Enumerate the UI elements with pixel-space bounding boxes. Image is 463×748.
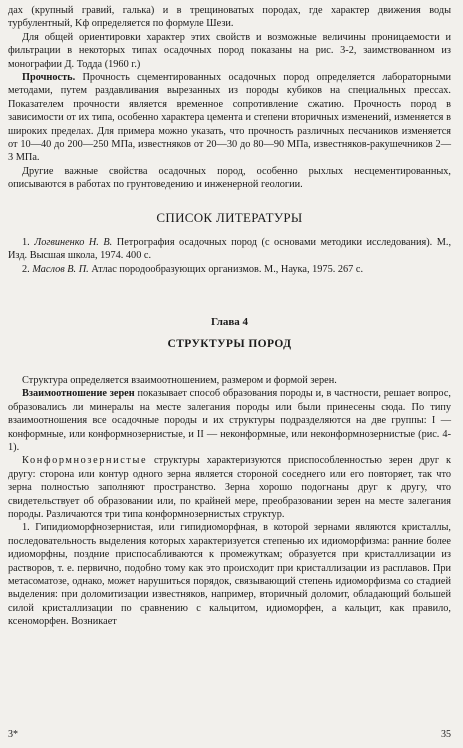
conform-lead: Конформнозернистые	[22, 455, 148, 467]
reference-number: 1.	[22, 236, 30, 248]
strength-lead: Прочность.	[22, 72, 76, 84]
conform-text: структуры характеризуются приспособленностью зерен друг к другу: сторона или контур одного зерна является стороной соседнего или его повторяет, так что зерна полностью заполняют пространство. Зерна хорошо подогнаны друг к другу, что свидетельствует об образовании или, по крайней мере, преобразовании зерен на месте залегания породы. Различаются три типа конформнозернистых структур.	[8, 455, 451, 520]
chapter-label: Глава 4	[210, 315, 249, 328]
signature-mark: 3*	[8, 729, 18, 740]
intro-paragraph-1: дах (крупный гравий, галька) и в трещиноватых породах, где характер движения воды турбулентный, Kф определяется по формуле Шези.	[8, 5, 451, 30]
intro-paragraph-2: Для общей ориентировки характер этих свойств и возможные величины проницаемости и фильтрации в некоторых типах осадочных пород показаны на рис. 3-2, заимствованном из монографии Д. Тодда (1960 г.)	[8, 31, 451, 70]
page-number: 35	[441, 729, 451, 740]
strength-text: Прочность сцементированных осадочных пород определяется лабораторными методами, путем раздавливания вырезанных из породы кубиков на специальных прессах. Показателем прочности является временное сопротивление сжатию. Прочность пород в зависимости от их типа, особенно характера цемента и степени вторичных изменений, изменяется в широких пределах. Для примера можно указать, что прочность различных песчаников изменяется от 10—40 до 200—250 МПа, известняков от 20—30 до 80—90 МПа, известняков-ракушечников 2—3 МПа.	[8, 72, 451, 164]
hypidiomorphic-paragraph: 1. Гипидиоморфнозернистая, или гипидиоморфная, в которой зернами являются кристаллы, последовательность выделения которых характеризуется степенью их идиоморфизма: ранние более идиоморфны, поздние приспосабливаются к промежуткам; образуется при кристаллизации из растворов, т. е. первично, подобно тому как это происходит при кристаллизации из расплавов. При метасоматозе, однако, может нарушиться порядок, связывающий степень идиоморфизма со стадией выделения: при доломитизации известняков, например, вторичный доломит, обладающий большей силой кристаллизации по сравнению с кальцитом, идиоморфен, а кальцит, как правило, ксеноморфен. Возникает	[8, 522, 451, 628]
strength-paragraph	[8, 71, 451, 165]
conform-paragraph	[8, 454, 451, 521]
references-title: СПИСОК ЛИТЕРАТУРЫ	[156, 209, 303, 225]
reference-author: Логвиненко Н. В.	[34, 236, 113, 248]
intro-paragraph-4: Другие важные свойства осадочных пород, особенно рыхлых несцементированных, описываются в работах по грунтоведению и инженерной геологии.	[8, 165, 451, 191]
reference-number: 2.	[22, 263, 30, 275]
reference-item-1	[8, 236, 451, 263]
grain-relationship-paragraph	[8, 387, 451, 454]
grain-relationship-lead: Взаимоотношение зерен	[22, 388, 135, 400]
reference-item-2	[8, 263, 451, 276]
chapter-paragraph-1: Структура определяется взаимоотношением, размером и формой зерен.	[22, 374, 337, 386]
reference-author: Маслов В. П.	[32, 263, 89, 275]
chapter-title: СТРУКТУРЫ ПОРОД	[167, 337, 292, 350]
reference-text: Петрография осадочных пород (с основами методики исследования). М., Изд. Высшая школа, 1974. 400 с.	[8, 236, 452, 262]
reference-text: Атлас породообразующих организмов. М., Наука, 1975. 267 с.	[91, 263, 364, 275]
page-footer	[8, 729, 451, 740]
grain-relationship-text: показывает способ образования породы и, в частности, решает вопрос, образовались ли минералы на месте залегания породы или были принесены сюда. По типу взаимоотношения все осадочные породы и их структуры подразделяются на две группы: I — конформные, или конформнозернистые, и II — неконформные, или неконформнозернистые (рис. 4-1).	[8, 388, 451, 453]
